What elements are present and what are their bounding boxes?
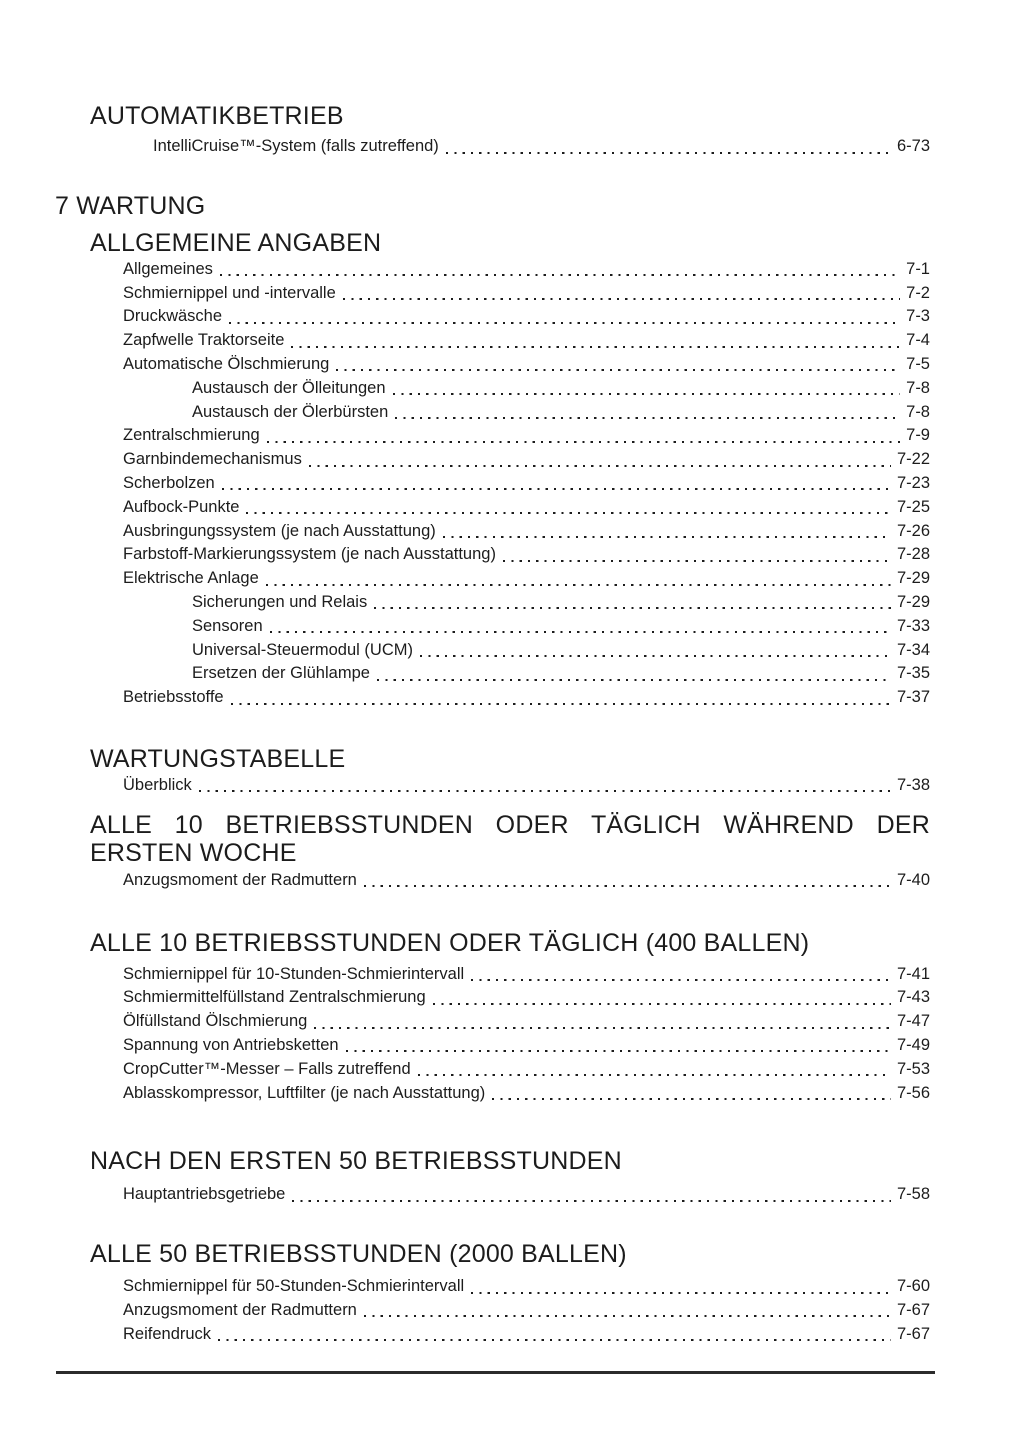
dot-leader [292, 1183, 891, 1207]
dot-leader [199, 774, 891, 798]
toc-entry [123, 353, 930, 377]
toc-entry [123, 543, 930, 567]
toc-entry-label: Allgemeines [123, 259, 213, 278]
toc-entry [192, 639, 930, 663]
toc-entry [192, 591, 930, 615]
toc-entry-page: 7-25 [896, 497, 930, 516]
toc-entry-page: 7-41 [896, 964, 930, 983]
toc-entry-label: Universal-Steuermodul (UCM) [192, 640, 413, 659]
dot-leader [471, 963, 891, 987]
toc-entry-label: Scherbolzen [123, 473, 215, 492]
toc-entry [192, 401, 930, 425]
dot-leader [229, 305, 900, 329]
toc-entry-label: Zentralschmierung [123, 426, 260, 445]
toc-entry-page: 7-8 [906, 402, 930, 421]
toc-entry-page: 7-43 [896, 988, 930, 1007]
toc-entry-page: 7-47 [896, 1012, 930, 1031]
toc-entry-label: Anzugsmoment der Radmuttern [123, 1300, 357, 1319]
dot-leader [443, 520, 891, 544]
toc-entry-page: 7-2 [906, 283, 930, 302]
toc-entry-page: 7-33 [896, 616, 930, 635]
toc-entry-page: 7-22 [896, 450, 930, 469]
toc-entry-page: 7-53 [896, 1059, 930, 1078]
toc-entry-label: CropCutter™-Messer – Falls zutreffend [123, 1059, 411, 1078]
dot-leader [433, 986, 891, 1010]
section-heading-erste-woche [90, 811, 930, 868]
section-heading-allgemeine-angaben: ALLGEMEINE ANGABEN [90, 228, 382, 257]
toc-entry [123, 1299, 930, 1323]
toc-entry-page: 7-67 [896, 1300, 930, 1319]
toc-entry-page: 7-29 [896, 592, 930, 611]
toc-entry-page: 7-67 [896, 1324, 930, 1343]
dot-leader [377, 662, 891, 686]
toc-entry [123, 329, 930, 353]
toc-entry-page: 7-3 [906, 307, 930, 326]
dot-leader [492, 1082, 891, 1106]
dot-leader [471, 1275, 891, 1299]
toc-entry [123, 1082, 930, 1106]
dot-leader [393, 377, 901, 401]
toc-entry-page: 7-23 [896, 473, 930, 492]
dot-leader [395, 401, 900, 425]
toc-entry-label: Schmiernippel und -intervalle [123, 283, 336, 302]
toc-entry-label: IntelliCruise™-System (falls zutreffend) [153, 137, 439, 155]
dot-leader [218, 1323, 891, 1347]
toc-entry-label: Schmiermittelfüllstand Zentralschmierung [123, 988, 426, 1007]
dot-leader [343, 282, 900, 306]
toc-entry-page: 7-34 [896, 640, 930, 659]
dot-leader [420, 639, 891, 663]
section-heading-nach-50: NACH DEN ERSTEN 50 BETRIEBSSTUNDEN [90, 1147, 622, 1176]
dot-leader [364, 869, 891, 893]
toc-entry [123, 1275, 930, 1299]
toc-entry-page: 7-1 [906, 259, 930, 278]
section-heading-400-ballen: ALLE 10 BETRIEBSSTUNDEN ODER TÄGLICH (400 BALLEN) [90, 928, 810, 957]
dot-leader [446, 135, 891, 159]
toc-entry [123, 774, 930, 798]
toc-entry-label: Austausch der Ölleitungen [192, 378, 386, 397]
dot-leader [231, 686, 891, 710]
toc-entry [123, 1010, 930, 1034]
toc-entry-label: Ablasskompressor, Luftfilter (je nach Ausstattung) [123, 1083, 486, 1102]
toc-entry-label: Zapfwelle Traktorseite [123, 331, 285, 350]
bottom-rule [56, 1371, 935, 1374]
toc-entry [123, 986, 930, 1010]
toc-entry-label: Farbstoff-Markierungssystem (je nach Ausstattung) [123, 545, 496, 564]
toc-entry [123, 1034, 930, 1058]
dot-leader [364, 1299, 891, 1323]
toc-entry-label: Anzugsmoment der Radmuttern [123, 870, 357, 889]
toc-entry [123, 869, 930, 893]
dot-leader [291, 329, 900, 353]
toc-entry-label: Ersetzen der Glühlampe [192, 664, 370, 683]
toc-entry-page: 7-35 [896, 664, 930, 683]
dot-leader [314, 1010, 891, 1034]
toc-entry [192, 615, 930, 639]
dot-leader [270, 615, 891, 639]
toc-entry [153, 135, 930, 159]
toc-entry [123, 1323, 930, 1347]
toc-entry-page: 7-38 [896, 775, 930, 794]
toc-entry-label: Sicherungen und Relais [192, 592, 368, 611]
section-heading-line2: ERSTEN WOCHE [90, 839, 297, 868]
toc-entry-page: 7-60 [896, 1277, 930, 1296]
section-heading-2000-ballen: ALLE 50 BETRIEBSSTUNDEN (2000 BALLEN) [90, 1240, 627, 1269]
toc-entry-page: 6-73 [896, 137, 930, 155]
toc-entry-page: 7-4 [906, 331, 930, 350]
toc-entry-label: Druckwäsche [123, 307, 223, 326]
toc-entry-label: Sensoren [192, 616, 263, 635]
section-heading-automatikbetrieb: AUTOMATIKBETRIEB [90, 102, 344, 130]
toc-entry-page: 7-40 [896, 870, 930, 889]
toc-entry [123, 963, 930, 987]
toc-entry-list [0, 1275, 1024, 1346]
dot-leader [418, 1058, 891, 1082]
toc-entry [123, 448, 930, 472]
toc-entry [123, 496, 930, 520]
toc-entry [123, 567, 930, 591]
toc-entry [123, 472, 930, 496]
toc-entry [123, 686, 930, 710]
toc-entry-label: Aufbock-Punkte [123, 497, 240, 516]
dot-leader [503, 543, 891, 567]
toc-entry-label: Garnbindemechanismus [123, 450, 302, 469]
toc-entry-page: 7-37 [896, 688, 930, 707]
dot-leader [246, 496, 890, 520]
toc-entry-page: 7-29 [896, 569, 930, 588]
dot-leader [220, 258, 900, 282]
dot-leader [336, 353, 900, 377]
toc-entry [123, 282, 930, 306]
toc-entry-label: Reifendruck [123, 1324, 212, 1343]
toc-entry-label: Austausch der Ölerbürsten [192, 402, 389, 421]
toc-entry-page: 7-58 [896, 1185, 930, 1204]
toc-entry-page: 7-28 [896, 545, 930, 564]
toc-entry-label: Schmiernippel für 50-Stunden-Schmierintervall [123, 1277, 465, 1296]
toc-entry-label: Schmiernippel für 10-Stunden-Schmierintervall [123, 964, 465, 983]
section-heading-wartungstabelle: WARTUNGSTABELLE [90, 744, 346, 773]
toc-entry-label: Spannung von Antriebsketten [123, 1035, 339, 1054]
section-heading-line1: ALLE 10 BETRIEBSSTUNDEN ODER TÄGLICH WÄHREND DER [90, 810, 930, 839]
toc-entry-page: 7-5 [906, 354, 930, 373]
toc-entry-page: 7-9 [906, 426, 930, 445]
dot-leader [222, 472, 891, 496]
dot-leader [309, 448, 891, 472]
toc-entry [123, 258, 930, 282]
toc-entry [123, 424, 930, 448]
toc-entry [123, 520, 930, 544]
toc-entry-page: 7-56 [896, 1083, 930, 1102]
toc-entry-list [0, 258, 1024, 710]
chapter-heading-wartung: 7 WARTUNG [55, 191, 206, 220]
dot-leader [346, 1034, 891, 1058]
toc-entry-label: Ausbringungssystem (je nach Ausstattung) [123, 521, 436, 540]
toc-entry-list [0, 963, 1024, 1106]
toc-entry-label: Ölfüllstand Ölschmierung [123, 1012, 308, 1031]
dot-leader [267, 424, 901, 448]
toc-entry [192, 662, 930, 686]
toc-entry [192, 377, 930, 401]
toc-entry-label: Automatische Ölschmierung [123, 354, 330, 373]
toc-entry-page: 7-26 [896, 521, 930, 540]
toc-entry-label: Betriebsstoffe [123, 688, 224, 707]
toc-entry-label: Überblick [123, 775, 192, 794]
toc-entry-page: 7-49 [896, 1035, 930, 1054]
toc-entry [123, 1183, 930, 1207]
toc-entry-label: Hauptantriebsgetriebe [123, 1185, 286, 1204]
toc-entry-label: Elektrische Anlage [123, 569, 259, 588]
toc-entry-page: 7-8 [906, 378, 930, 397]
toc-entry [123, 1058, 930, 1082]
dot-leader [266, 567, 891, 591]
dot-leader [374, 591, 891, 615]
toc-entry [123, 305, 930, 329]
